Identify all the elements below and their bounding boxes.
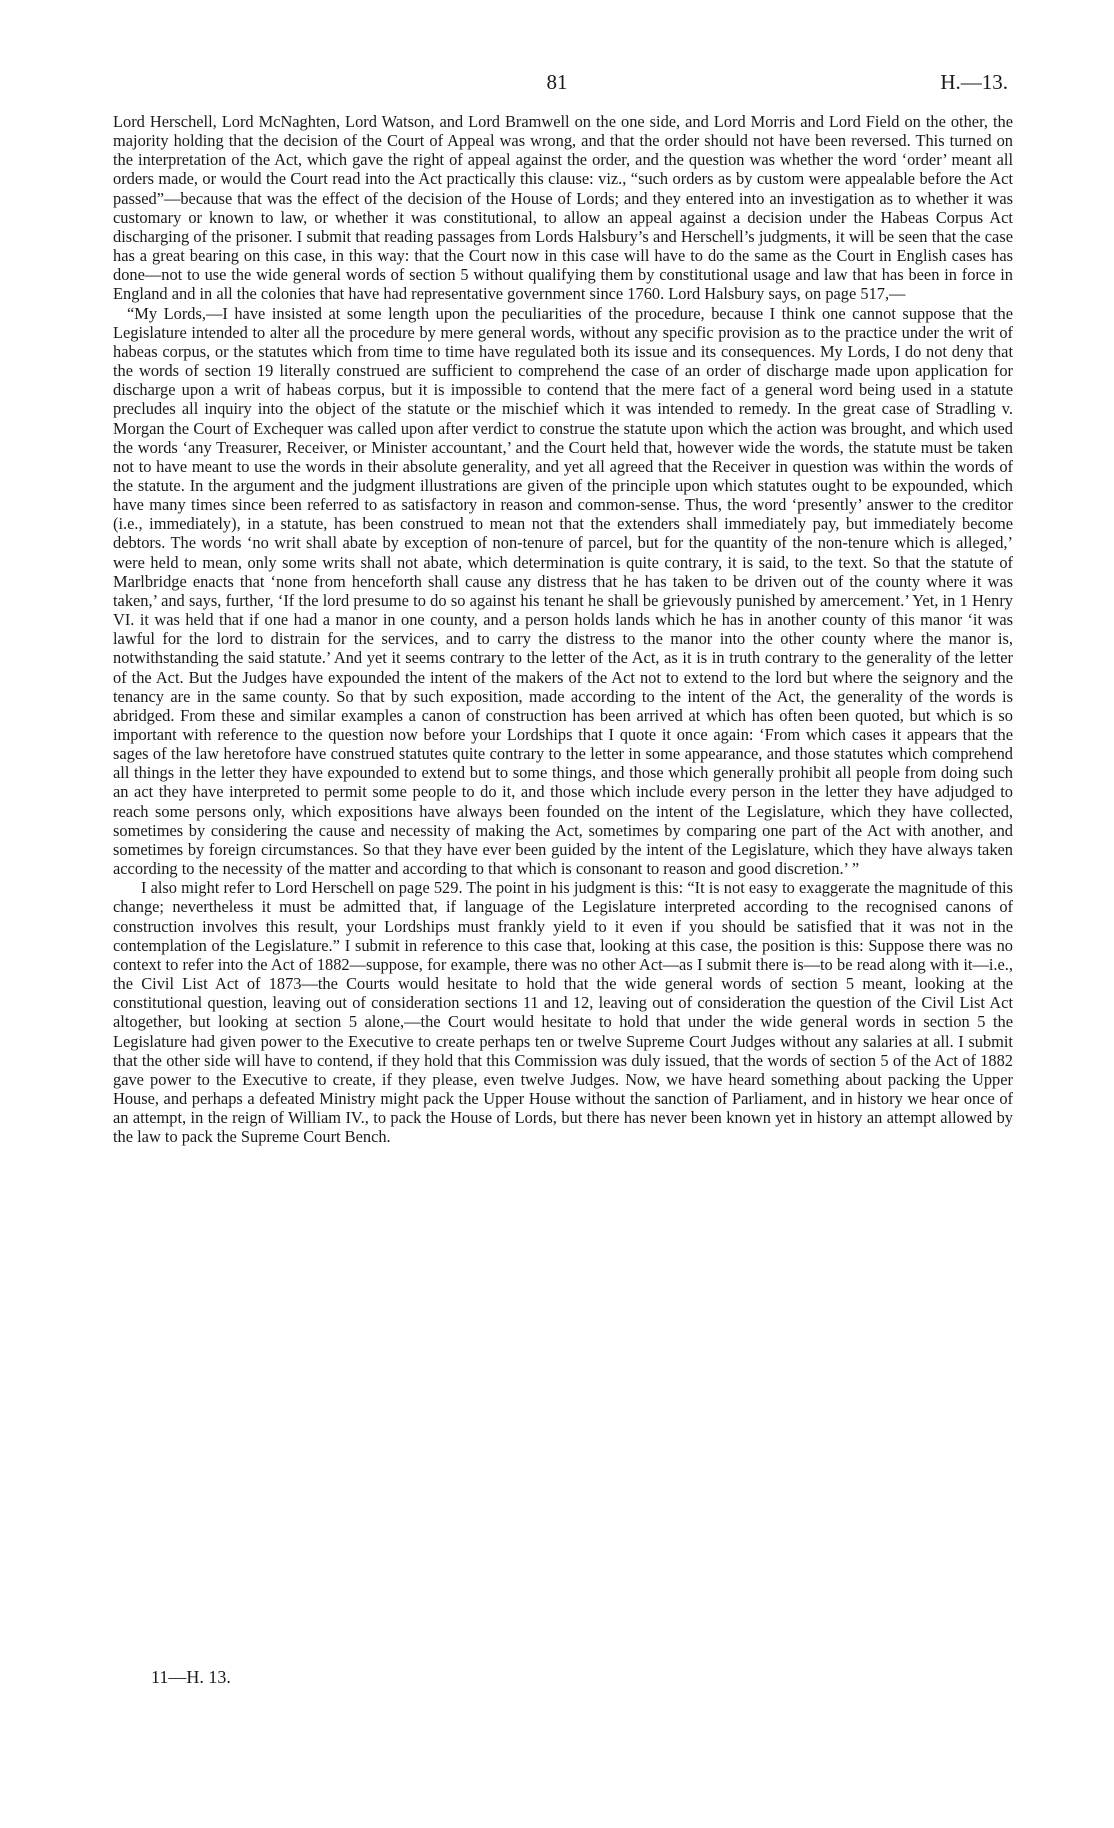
signature-mark: 11—H. 13.: [151, 1667, 231, 1687]
page-header: [0, 70, 1114, 100]
paragraph-halsbury-quote: “My Lords,—I have insisted at some length upon the peculiarities of the procedure, because I think one cannot suppose that the Legislature intended to alter all the procedure by mere general words, without any specific provision as to the practice under the writ of habeas corpus, or the statutes which from time to time have regulated both its issue and its consequences. My Lords, I do not deny that the words of section 19 literally construed are sufficient to comprehend the case of an order of discharge made upon application for discharge upon a writ of habeas corpus, but it is impossible to contend that the mere fact of a general word being used in a statute precludes all inquiry into the object of the statute or the mischief which it was intended to remedy. In the great case of Stradling v. Morgan the Court of Exchequer was called upon after verdict to construe the statute upon which the action was brought, and which used the words ‘any Treasurer, Receiver, or Minister accountant,’ and the Court held that, however wide the words, the statute must be taken not to have meant to use the words in their absolute generality, and yet all agreed that the Receiver in question was within the words of the statute. In the argument and the judgment illustrations are given of the principle upon which statutes ought to be expounded, which have many times since been referred to as satisfactory in reason and common-sense. Thus, the word ‘presently’ answer to the creditor (i.e., immediately), in a statute, has been construed to mean not that the extenders shall immediately pay, but immediately become debtors. The words ‘no writ shall abate by exception of non-tenure of parcel, but for the quantity of the non-tenure which is alleged,’ were held to mean, only some writs shall not abate, which determination is quite contrary, it is said, to the text. So that the statute of Marlbridge enacts that ‘none from henceforth shall cause any distress that he has taken to be driven out of the county where it was taken,’ and says, further, ‘If the lord presume to do so against his tenant he shall be grievously punished by amercement.’ Yet, in 1 Henry VI. it was held that if one had a manor in one county, and a person holds lands which he has in another county of this manor ‘it was lawful for the lord to distrain for the services, and to carry the distress to the manor into the other county where the manor is, notwithstanding the said statute.’ And yet it seems contrary to the letter of the Act, as it is in truth contrary to the generality of the letter of the Act. But the Judges have expounded the intent of the makers of the Act not to extend to the lord but where the seignory and the tenancy are in the same county. So that by such exposition, made according to the intent of the Act, the generality of the words is abridged. From these and similar examples a canon of construction has been arrived at which has often been quoted, but which is so important with reference to the question now before your Lordships that I quote it once again: ‘From which cases it appears that the sages of the law heretofore have construed statutes quite contrary to the letter in some appearance, and those statutes which comprehend all things in the letter they have expounded to extend but to some things, and those which generally prohibit all people from doing such an act they have interpreted to permit some people to do it, and those which include every person in the letter they have adjudged to reach some persons only, which expositions have always been founded on the intent of the Legislature, which they have collected, sometimes by considering the cause and necessity of making the Act, sometimes by comparing one part of the Act with another, and sometimes by foreign circumstances. So that they have ever been guided by the intent of the Legislature, which they have always taken according to the necessity of the matter and according to that which is consonant to reason and good discretion.’ ”: [113, 303, 1013, 879]
paper-reference: H.—13.: [940, 70, 1008, 94]
paragraph-opening: Lord Herschell, Lord McNaghten, Lord Watson, and Lord Bramwell on the one side, and Lord Morris and Lord Field on the other, the majority holding that the decision of the Court of Appeal was wrong, and that the order should not have been reversed. This turned on the interpretation of the Act, which gave the right of appeal against the order, and the question was whether the word ‘order’ meant all orders made, or would the Court read into the Act practically this clause: viz., “such orders as by custom were appealable before the Act passed”—because that was the effect of the decision of the House of Lords; and they entered into an investigation as to whether it was customary or known to law, or whether it was constitutional, to allow an appeal against a decision under the Habeas Corpus Act discharging of the prisoner. I submit that reading passages from Lords Halsbury’s and Herschell’s judgments, it will be seen that the case has a great bearing on this case, in this way: that the Court now in this case will have to do the same as the Court in English cases has done—not to use the wide general words of section 5 without qualifying them by constitutional usage and law that has been in force in England and in all the colonies that have had representative government since 1760. Lord Halsbury says, on page 517,—: [113, 112, 1013, 304]
page-number: 81: [546, 70, 568, 94]
paragraph-herschell: I also might refer to Lord Herschell on page 529. The point in his judgment is this: “It is not easy to exaggerate the magnitude of this change; nevertheless it must be admitted that, if language of the Legislature interpreted according to the recognised canons of construction involves this result, your Lordships must frankly yield to it even if you should be satisfied that it was not in the contemplation of the Legislature.” I submit in reference to this case that, looking at this case, the position is this: Suppose there was no context to refer into the Act of 1882—suppose, for example, there was no other Act—as I submit there is—to be read along with it—i.e., the Civil List Act of 1873—the Courts would hesitate to hold that the wide general words of section 5 meant, looking at the constitutional question, leaving out of consideration sections 11 and 12, leaving out of consideration the question of the Civil List Act altogether, but looking at section 5 alone,—the Court would hesitate to hold that under the wide general words in section 5 the Legislature had given power to the Executive to create perhaps ten or twelve Supreme Court Judges without any salaries at all. I submit that the other side will have to contend, if they hold that this Commission was duly issued, that the words of section 5 of the Act of 1882 gave power to the Executive to create, if they please, even twelve Judges. Now, we have heard something about packing the Upper House, and perhaps a defeated Ministry might pack the Upper House without the sanction of Parliament, and in history we hear once of an attempt, in the reign of William IV., to pack the House of Lords, but there has never been known yet in history an attempt allowed by the law to pack the Supreme Court Bench.: [113, 878, 1013, 1147]
body-text: [113, 112, 1013, 1146]
